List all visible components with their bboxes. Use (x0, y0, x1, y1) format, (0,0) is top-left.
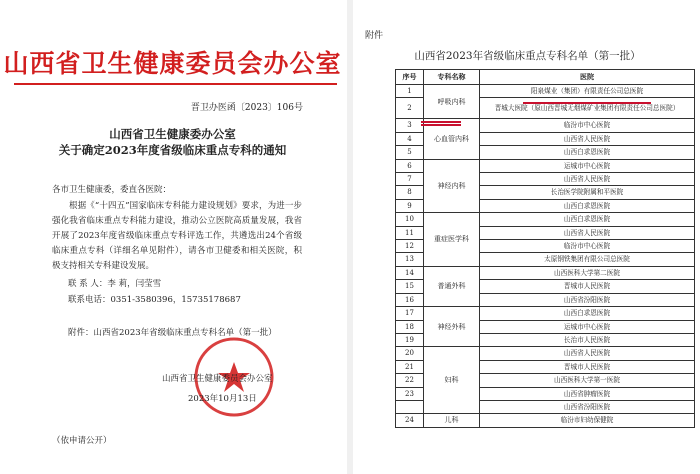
hospital-cell: 长治医学院附属和平医院 (480, 186, 695, 199)
hospital-cell: 山西省肿瘤医院 (480, 387, 695, 400)
row-number: 1 (396, 85, 424, 98)
row-number: 13 (396, 253, 424, 266)
specialty-cell: 妇科 (424, 347, 480, 414)
notice-title-line2: 关于确定2023年度省级临床重点专科的通知 (58, 143, 287, 157)
signing-office: 山西省卫生健康委员会办公室 (162, 374, 273, 384)
specialty-cell: 神经内科 (424, 159, 480, 213)
row-number: 11 (396, 226, 424, 239)
hospital-cell: 晋城市人民医院 (480, 360, 695, 373)
issue-date: 2023年10月13日 (188, 394, 257, 404)
table-row (396, 307, 695, 320)
hospital-cell: 山西白求恩医院 (480, 307, 695, 320)
row-number: 14 (396, 266, 424, 279)
hospital-cell: 山西省人民医院 (480, 173, 695, 186)
hospital-cell: 运城市中心医院 (480, 320, 695, 333)
letterhead-rule (14, 83, 337, 85)
hospital-cell: 山西省汾阳医院 (480, 400, 695, 413)
letterhead: 山西省卫生健康委员会办公室 (3, 49, 342, 78)
header-specialty: 专科名称 (424, 70, 480, 85)
hospital-cell: 山西医科大学第一医院 (480, 374, 695, 387)
table-row (396, 266, 695, 279)
hospital-cell: 山西省人民医院 (480, 132, 695, 145)
row-number: 15 (396, 280, 424, 293)
table-row (396, 159, 695, 172)
table-header-row (396, 70, 695, 85)
row-number: 19 (396, 333, 424, 346)
hospital-cell: 山西省人民医院 (480, 347, 695, 360)
hospital-cell: 山西医科大学第二医院 (480, 266, 695, 279)
row-number: 24 (396, 414, 424, 427)
contact-phone: 联系电话：0351-3580396，15735178687 (68, 295, 241, 305)
hospital-cell: 运城市中心医院 (480, 159, 695, 172)
hospital-cell: 山西白求恩医院 (480, 213, 695, 226)
row-number: 21 (396, 360, 424, 373)
publication-note: （依申请公开） (52, 436, 112, 446)
row-number: 22 (396, 374, 424, 387)
table-row (396, 347, 695, 360)
specialty-cell: 呼吸内科 (424, 85, 480, 119)
notice-title-line1: 山西省卫生健康委办公室 (109, 127, 236, 141)
highlight-underline (421, 124, 461, 126)
table-row (396, 85, 695, 98)
header-number: 序号 (396, 70, 424, 85)
table-row (396, 213, 695, 226)
addressee: 各市卫生健康委，委直各医院： (52, 185, 172, 195)
hospital-cell: 长治市人民医院 (480, 333, 695, 346)
highlight-underline (523, 102, 651, 104)
row-number: 8 (396, 186, 424, 199)
hospital-cell: 临汾市中心医院 (480, 240, 695, 253)
row-number: 12 (396, 240, 424, 253)
specialty-cell: 心血管内科 (424, 119, 480, 159)
row-number: 2 (396, 98, 424, 119)
row-number: 10 (396, 213, 424, 226)
header-hospital: 医院 (480, 70, 695, 85)
hospital-cell: 山西白求恩医院 (480, 199, 695, 212)
highlight-underline (421, 121, 461, 123)
hospital-cell: 阳泉煤业（集团）有限责任公司总医院 (480, 85, 695, 98)
specialty-cell: 儿科 (424, 414, 480, 427)
specialty-cell: 神经外科 (424, 307, 480, 347)
row-number: 7 (396, 173, 424, 186)
notice-body: 根据《“十四五”国家临床专科能力建设规划》要求，为进一步强化我省临床重点专科能力建设，推动公立医院高质量发展，我省开展了2023年度省级临床重点专科评选工作，共遴选出24个省级临床重点专科（详细名单见附件），请各市卫健委和相关医院，积极支持相关专科建设发展。 (52, 201, 302, 271)
row-number: 4 (396, 132, 424, 145)
row-number (396, 400, 424, 413)
row-number: 20 (396, 347, 424, 360)
notice-page (0, 0, 345, 474)
row-number: 9 (396, 199, 424, 212)
hospital-cell: 山西省人民医院 (480, 226, 695, 239)
hospital-cell: 山西白求恩医院 (480, 146, 695, 159)
specialty-table (395, 69, 695, 428)
annex-title: 山西省2023年省级临床重点专科名单（第一批） (414, 50, 641, 62)
row-number: 17 (396, 307, 424, 320)
row-number: 16 (396, 293, 424, 306)
page-divider (347, 0, 353, 474)
hospital-cell: 晋城大医院（原山西晋城无烟煤矿业集团有限责任公司总医院） (480, 98, 695, 119)
row-number: 18 (396, 320, 424, 333)
row-number: 5 (396, 146, 424, 159)
specialty-cell: 重症医学科 (424, 213, 480, 267)
hospital-cell: 山西省汾阳医院 (480, 293, 695, 306)
row-number: 6 (396, 159, 424, 172)
table-row (396, 414, 695, 427)
document-number: 晋卫办医函〔2023〕106号 (190, 103, 303, 113)
annex-page (355, 0, 700, 474)
row-number: 23 (396, 387, 424, 400)
attachment-note: 附件：山西省2023年省级临床重点专科名单（第一批） (68, 328, 277, 338)
hospital-cell: 太原钢铁集团有限公司总医院 (480, 253, 695, 266)
specialty-cell: 普通外科 (424, 266, 480, 306)
row-number: 3 (396, 119, 424, 132)
hospital-cell: 临汾市中心医院 (480, 119, 695, 132)
hospital-cell: 晋城市人民医院 (480, 280, 695, 293)
contact-person: 联 系 人：李 莉，闫莹雪 (68, 279, 162, 289)
hospital-cell: 临汾市妇幼保健院 (480, 414, 695, 427)
annex-label: 附件 (365, 31, 384, 41)
